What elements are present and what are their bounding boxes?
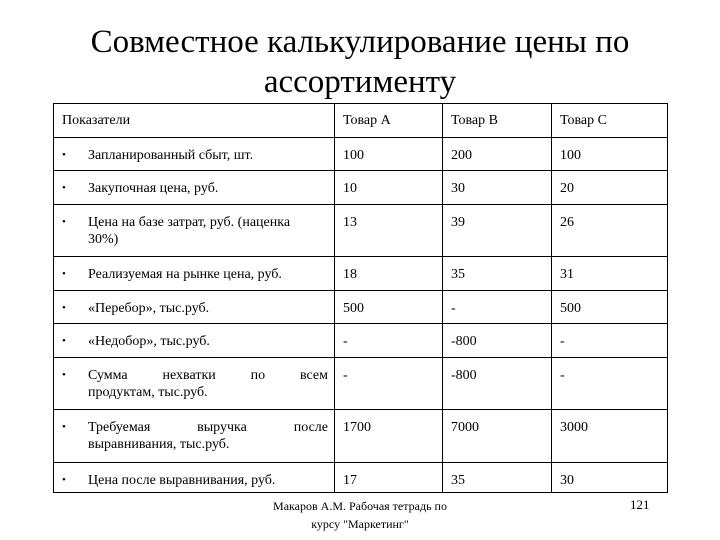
value-product-b: -800	[451, 334, 477, 349]
bullet-icon: •	[62, 302, 66, 314]
table-row	[54, 257, 668, 291]
footer-line-1: Макаров А.М. Рабочая тетрадь по	[273, 499, 447, 513]
value-product-a: 17	[343, 473, 357, 488]
value-product-b: -	[451, 301, 456, 316]
row-label	[88, 214, 328, 248]
table-row	[54, 205, 668, 257]
row-label: «Недобор», тыс.руб.	[88, 334, 210, 349]
value-product-c: 3000	[560, 420, 588, 435]
value-product-a: -	[343, 368, 348, 383]
value-product-a: 100	[343, 148, 364, 163]
value-product-a: 18	[343, 267, 357, 282]
row-label-line-2: продуктам, тыс.руб.	[88, 385, 208, 400]
header-product-c: Товар С	[560, 113, 607, 128]
row-label: «Перебор», тыс.руб.	[88, 301, 210, 316]
value-product-c: 500	[560, 301, 581, 316]
value-product-a: 1700	[343, 420, 371, 435]
bullet-icon: •	[62, 421, 66, 433]
header-product-b: Товар В	[451, 113, 498, 128]
pricing-table	[53, 103, 668, 493]
value-product-c: 31	[560, 267, 574, 282]
value-product-b: -800	[451, 368, 477, 383]
header-product-a: Товар А	[343, 113, 391, 128]
bullet-icon: •	[62, 216, 66, 228]
value-product-b: 30	[451, 181, 465, 196]
table-row	[54, 358, 668, 410]
value-product-b: 200	[451, 148, 472, 163]
footer-line-2: курсу "Маркетинг"	[311, 517, 409, 531]
value-product-c: 20	[560, 181, 574, 196]
value-product-b: 35	[451, 473, 465, 488]
bullet-icon: •	[62, 474, 66, 486]
slide-title-line-2: ассортименту	[263, 64, 457, 100]
row-label: Реализуемая на рынке цена, руб.	[88, 267, 282, 282]
bullet-icon: •	[62, 369, 66, 381]
value-product-a: 10	[343, 181, 357, 196]
value-product-c: 100	[560, 148, 581, 163]
bullet-icon: •	[62, 268, 66, 280]
table-row	[54, 324, 668, 358]
table-row	[54, 463, 668, 493]
value-product-b: 39	[451, 215, 465, 230]
row-label-line-2: 30%)	[88, 232, 119, 247]
row-label-line-1: Цена на базе затрат, руб. (наценка	[88, 215, 291, 230]
table-row	[54, 171, 668, 205]
slide-title	[40, 22, 680, 102]
table-row	[54, 410, 668, 463]
value-product-a: 500	[343, 301, 364, 316]
value-product-b: 7000	[451, 420, 479, 435]
table-row	[54, 291, 668, 324]
value-product-a: 13	[343, 215, 357, 230]
page-number: 121	[630, 497, 650, 512]
table-header-row	[54, 104, 668, 138]
bullet-icon: •	[62, 182, 66, 194]
row-label-line-2: выравнивания, тыс.руб.	[88, 437, 230, 452]
row-label	[88, 367, 328, 401]
row-label-line-1: Требуемая выручка после	[88, 420, 328, 435]
value-product-a: -	[343, 334, 348, 349]
row-label: Закупочная цена, руб.	[88, 181, 219, 196]
value-product-c: 26	[560, 215, 574, 230]
table-row	[54, 138, 668, 171]
row-label: Запланированный сбыт, шт.	[88, 148, 254, 163]
row-label	[88, 419, 328, 453]
value-product-b: 35	[451, 267, 465, 282]
value-product-c: 30	[560, 473, 574, 488]
row-label: Цена после выравнивания, руб.	[88, 473, 276, 488]
value-product-c: -	[560, 368, 565, 383]
slide-title-line-1: Совместное калькулирование цены по	[90, 24, 630, 60]
bullet-icon: •	[62, 149, 66, 161]
header-indicators: Показатели	[62, 113, 131, 128]
bullet-icon: •	[62, 335, 66, 347]
footer-citation	[255, 497, 465, 533]
value-product-c: -	[560, 334, 565, 349]
row-label-line-1: Сумма нехватки по всем	[88, 368, 328, 383]
